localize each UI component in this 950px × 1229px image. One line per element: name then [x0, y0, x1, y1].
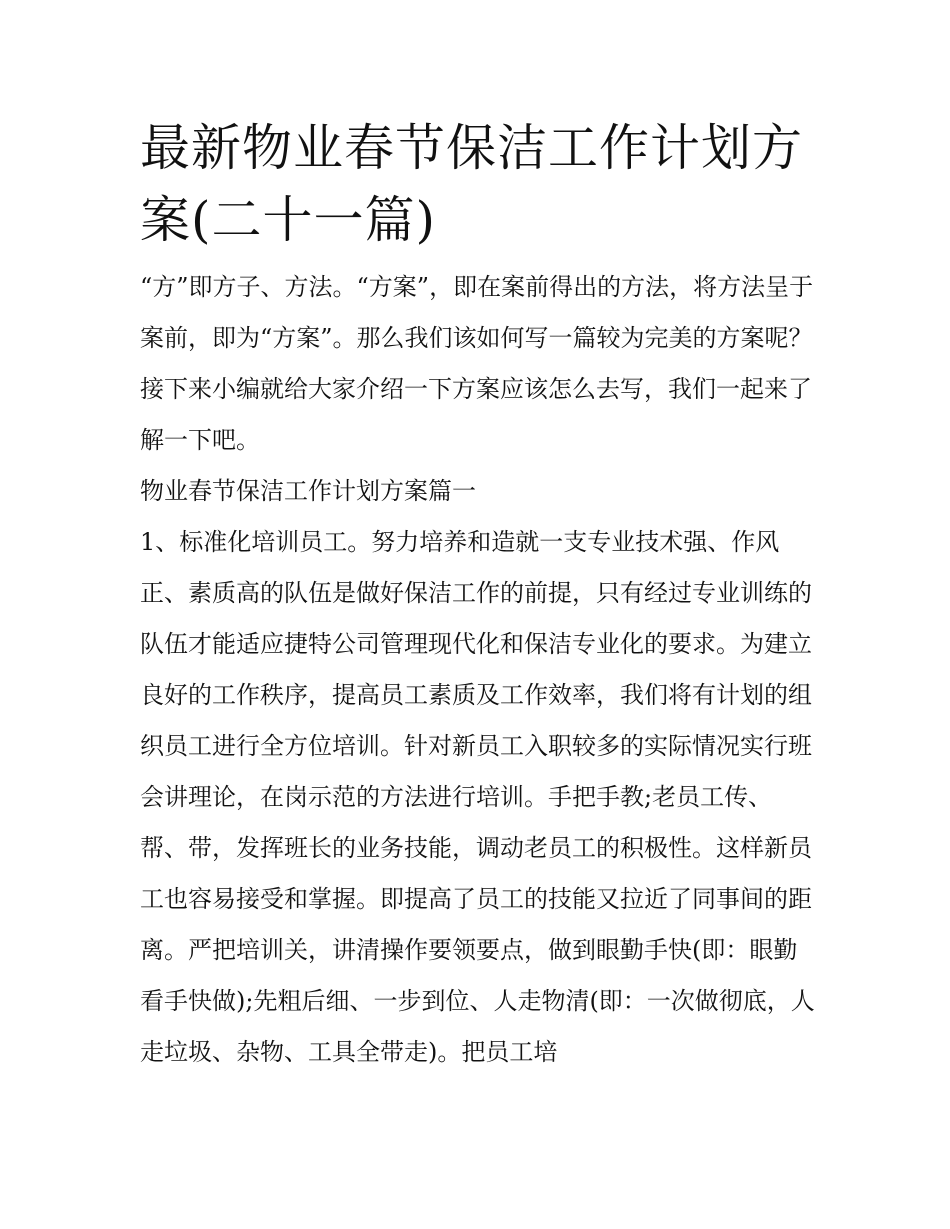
- document-title: 最新物业春节保洁工作计划方案(二十一篇): [140, 119, 803, 249]
- section-heading: 物业春节保洁工作计划方案篇一: [140, 477, 476, 505]
- section-body-paragraph: 1、标准化培训员工。努力培养和造就一支专业技术强、作风正、素质高的队伍是做好保洁工作的前提，只有经过专业训练的队伍才能适应捷特公司管理现代化和保洁专业化的要求。为建立良好的工作秩序，提高员工素质及工作效率，我们将有计划的组织员工进行全方位培训。针对新员工入职较多的实际情况实行班会讲理论，在岗示范的方法进行培训。手把手教;老员工传、帮、带，发挥班长的业务技能，调动老员工的积极性。这样新员工也容易接受和掌握。即提高了员工的技能又拉近了同事间的距离。严把培训关，讲清操作要领要点，做到眼勤手快(即：眼勤看手快做);先粗后细、一步到位、人走物清(即：一次做彻底，人走垃圾、杂物、工具全带走)。把员工培: [140, 528, 815, 1066]
- document-page: [140, 112, 820, 1078]
- intro-paragraph: “方”即方子、方法。“方案”，即在案前得出的方法，将方法呈于案前，即为“方案”。那么我们该如何写一篇较为完美的方案呢？接下来小编就给大家介绍一下方案应该怎么去写，我们一起来了解一下吧。: [140, 273, 814, 454]
